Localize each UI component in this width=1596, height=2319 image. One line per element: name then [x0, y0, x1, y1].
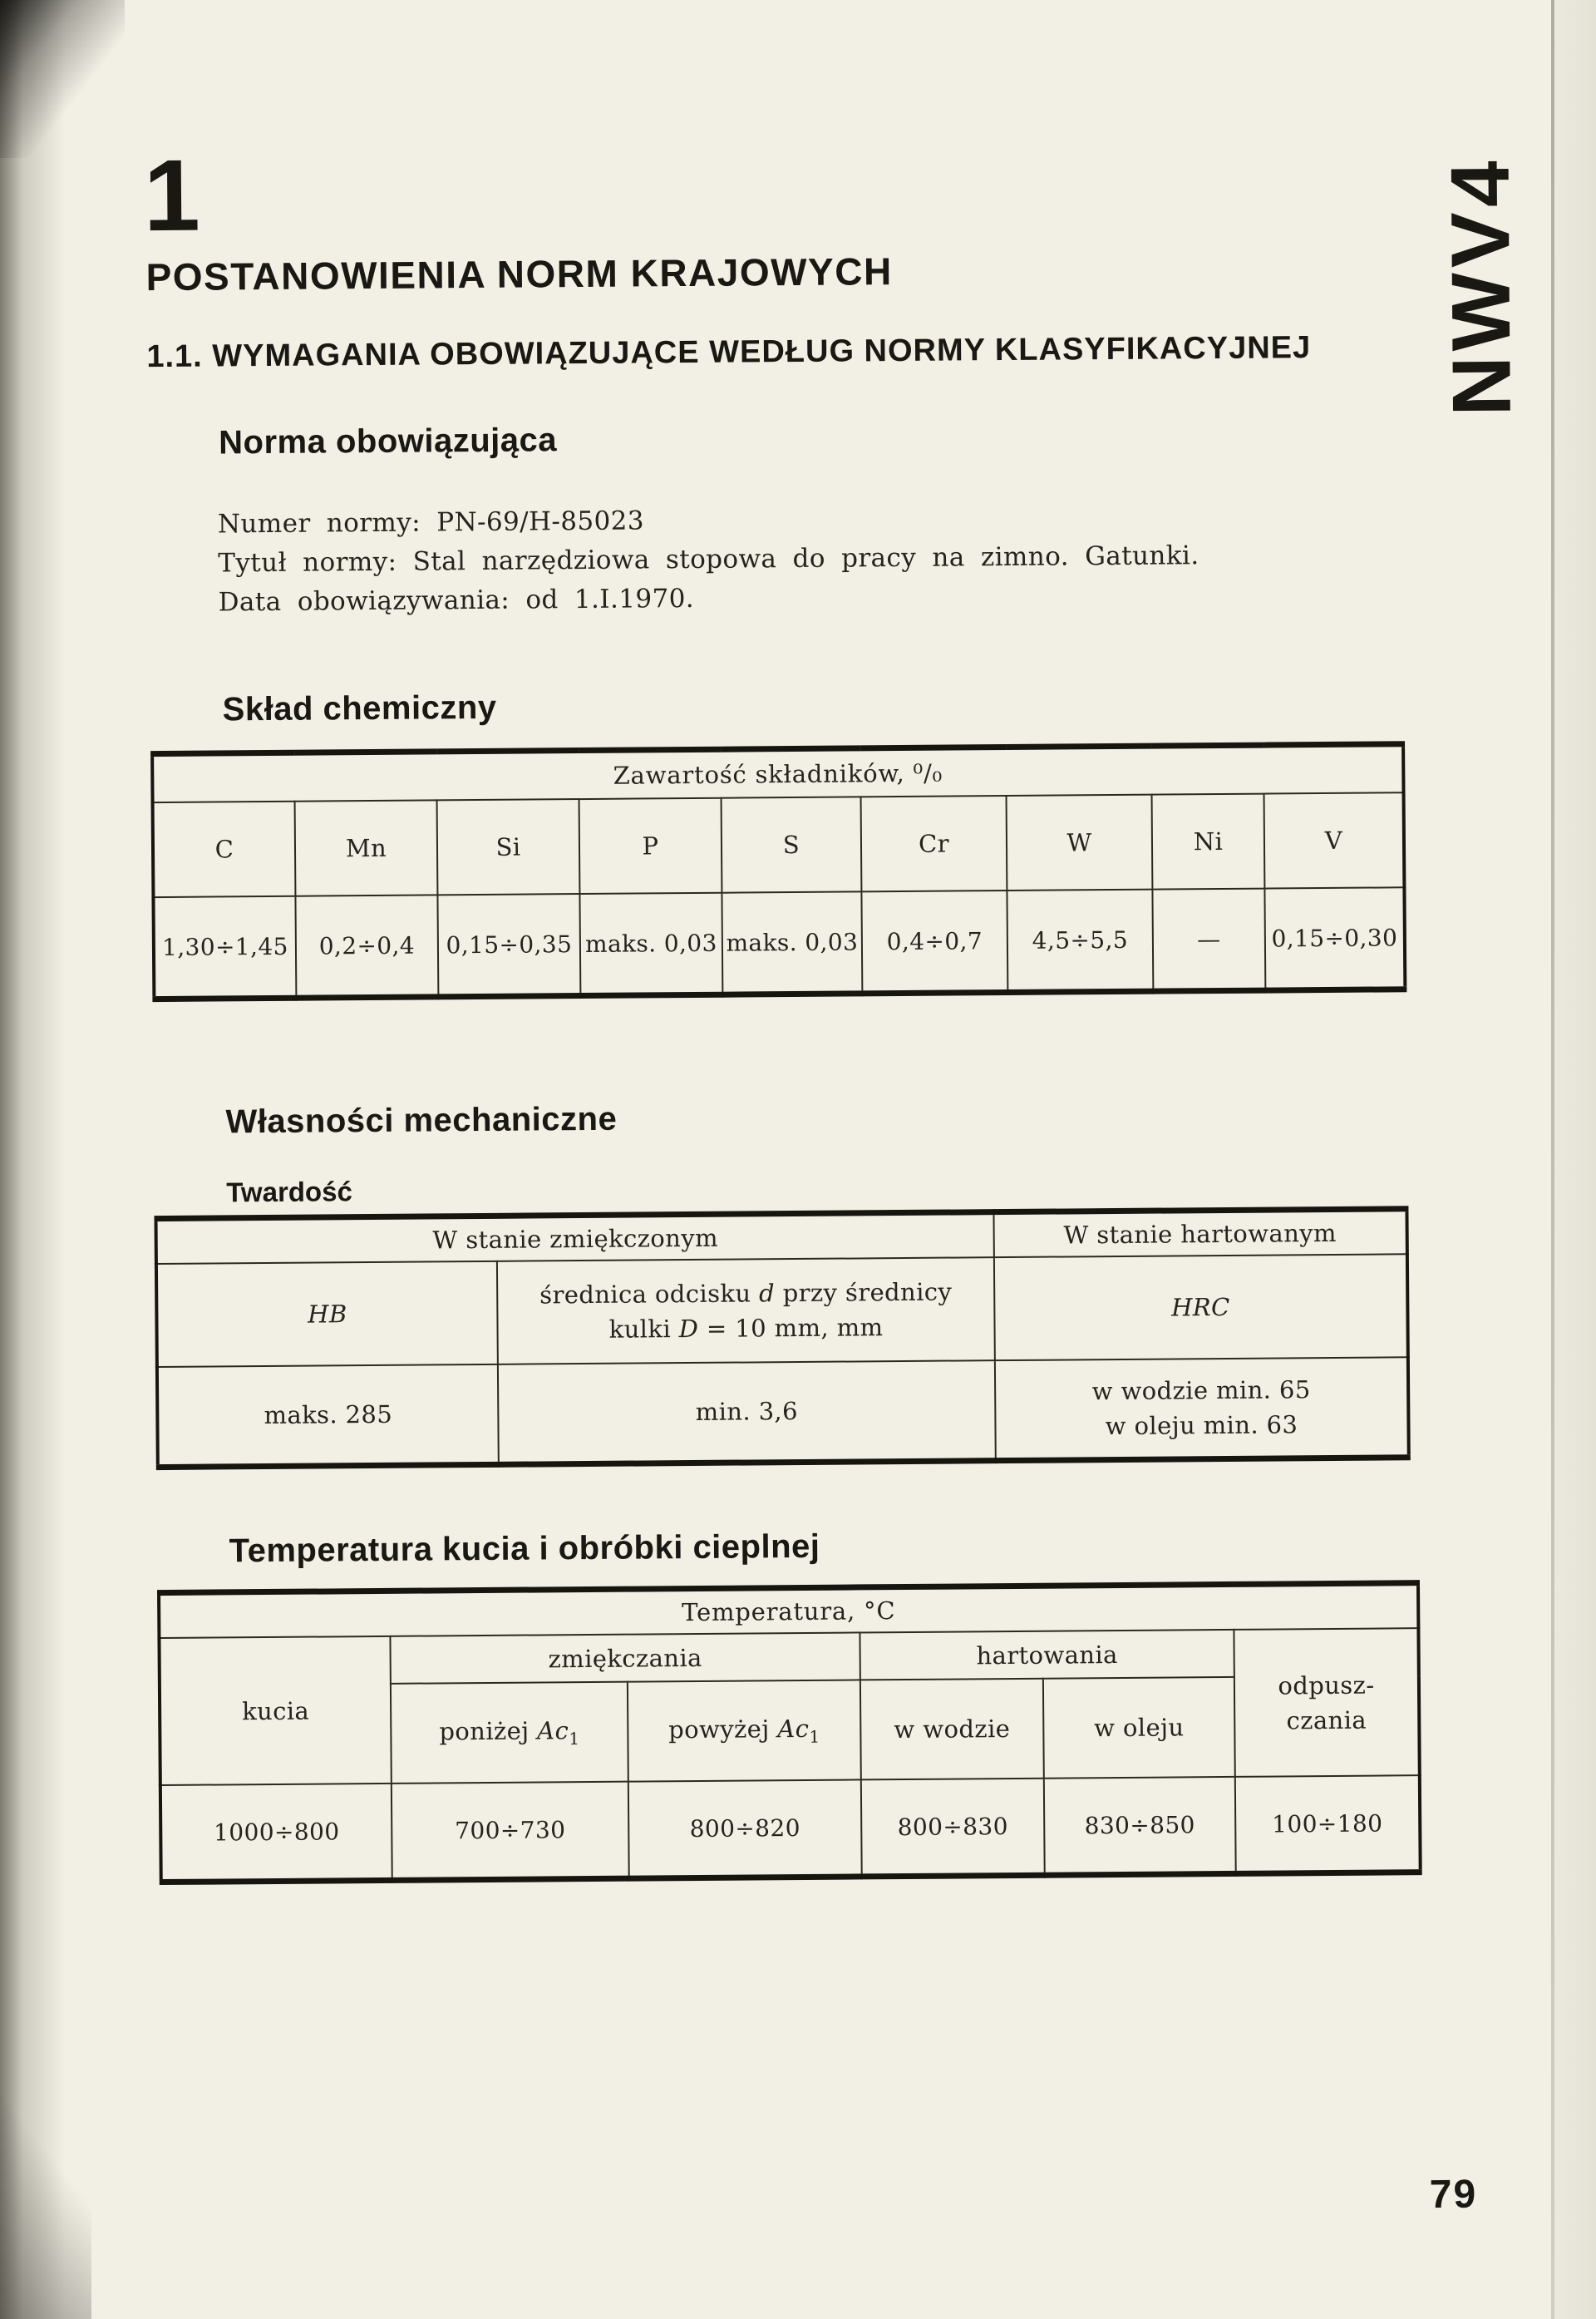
table-values-row [160, 1775, 1421, 1882]
ac-subscript: 1 [569, 1728, 580, 1749]
table-cell: 800÷820 [628, 1779, 862, 1878]
hrc-value-water: w wodzie min. 65 [1091, 1375, 1311, 1406]
diameter-text: średnica odcisku [539, 1279, 751, 1310]
table-cell: maks. 0,03 [722, 891, 862, 994]
indent-diameter-line2 [498, 1309, 993, 1348]
ac-symbol: Ac [777, 1714, 810, 1743]
table-cell: 0,15÷0,30 [1264, 887, 1405, 990]
chemical-composition-heading: Skład chemiczny [222, 688, 497, 728]
table-cell: 0,15÷0,35 [437, 894, 580, 997]
page-number: 79 [1429, 2172, 1478, 2218]
in-water-header: w wodzie [860, 1679, 1044, 1780]
column-header: C [153, 802, 296, 897]
forging-header: kucia [159, 1636, 391, 1785]
softened-state-header: W stanie zmiękczonym [155, 1212, 993, 1264]
table-header-row [153, 792, 1405, 897]
above-label: powyżej [668, 1714, 770, 1744]
softening-group-header: zmiękczania [390, 1632, 860, 1683]
diameter-text: = 10 mm, mm [706, 1313, 884, 1343]
column-header: P [579, 798, 722, 894]
table-cell: 100÷180 [1235, 1775, 1421, 1873]
tempering-header [1234, 1628, 1419, 1777]
table-caption: Zawartość składników, ⁰/₀ [152, 744, 1403, 802]
chemical-composition-table [150, 741, 1406, 1002]
column-header: Ni [1152, 794, 1265, 890]
temperature-heading: Temperatura kucia i obróbki cieplnej [229, 1527, 820, 1570]
hrc-label [994, 1254, 1408, 1360]
table-cell: maks. 0,03 [579, 893, 722, 996]
hardness-table [154, 1206, 1410, 1470]
table-cell: 4,5÷5,5 [1007, 890, 1153, 993]
column-header: V [1264, 792, 1405, 888]
table-cell: 800÷830 [861, 1779, 1045, 1877]
norma-title-line: Tytuł normy: Stal narzędziowa stopowa do pracy na zimno. Gatunki. [218, 540, 1199, 579]
diameter-text: kulki [608, 1315, 672, 1344]
table-cell: 0,2÷0,4 [295, 895, 438, 998]
column-header: Cr [861, 796, 1007, 891]
column-header: Si [437, 799, 580, 895]
diameter-symbol-D: D [678, 1314, 699, 1344]
diameter-symbol-d: d [758, 1279, 776, 1308]
table-cell: 700÷730 [392, 1782, 629, 1881]
hardened-state-header: W stanie hartowanym [993, 1209, 1406, 1257]
mechanical-properties-heading: Własności mechaniczne [225, 1100, 618, 1141]
hrc-value-oil: w oleju min. 63 [1105, 1410, 1298, 1441]
ac-symbol: Ac [537, 1715, 569, 1745]
hrc-label-text: HRC [1170, 1292, 1230, 1322]
norma-date-line: Data obowiązywania: od 1.I.1970. [218, 583, 695, 618]
column-header: W [1007, 795, 1153, 891]
margin-label: NWV4 [1433, 155, 1529, 417]
tempering-header-line2: czania [1286, 1705, 1367, 1734]
table-cell: 1000÷800 [160, 1784, 392, 1882]
hardness-subheading: Twardość [226, 1176, 352, 1208]
hb-value: maks. 285 [157, 1364, 499, 1468]
below-ac1-header [391, 1682, 628, 1784]
in-oil-header: w oleju [1043, 1677, 1235, 1779]
temperature-table [157, 1580, 1422, 1885]
section-heading: 1.1. WYMAGANIA OBOWIĄZUJĄCE WEDŁUG NORMY KLASYFIKACYJNEJ [146, 330, 1312, 375]
below-label: poniżej [439, 1716, 530, 1746]
tempering-header-line1: odpusz- [1278, 1670, 1375, 1700]
ac-subscript: 1 [809, 1726, 820, 1747]
hb-label-text: HB [308, 1300, 347, 1329]
hb-label [156, 1261, 498, 1367]
hardening-group-header: hartowania [860, 1630, 1234, 1680]
column-header: Mn [295, 800, 438, 896]
hrc-value [995, 1357, 1409, 1460]
column-header: S [722, 797, 862, 892]
table-caption: Temperatura, °C [159, 1583, 1418, 1638]
diameter-text: przy średnicy [782, 1277, 953, 1308]
above-ac1-header [628, 1680, 861, 1781]
chapter-number: 1 [143, 138, 201, 253]
table-values-row [157, 1357, 1409, 1467]
page-title: POSTANOWIENIA NORM KRAJOWYCH [145, 249, 893, 299]
norma-heading: Norma obowiązująca [218, 422, 558, 461]
indent-diameter-label [497, 1257, 995, 1364]
indent-diameter-line1 [498, 1274, 993, 1313]
table-cell: 830÷850 [1044, 1777, 1236, 1875]
table-values-row [153, 887, 1405, 999]
table-subheader-row [156, 1254, 1408, 1367]
table-cell: 1,30÷1,45 [153, 896, 296, 999]
norma-details [218, 497, 1199, 622]
margin-tab [1388, 136, 1574, 437]
diameter-value: min. 3,6 [498, 1360, 996, 1464]
table-cell: 0,4÷0,7 [861, 891, 1007, 994]
table-cell: — [1152, 889, 1265, 992]
norma-number-line: Numer normy: PN-69/H-85023 [217, 506, 645, 540]
